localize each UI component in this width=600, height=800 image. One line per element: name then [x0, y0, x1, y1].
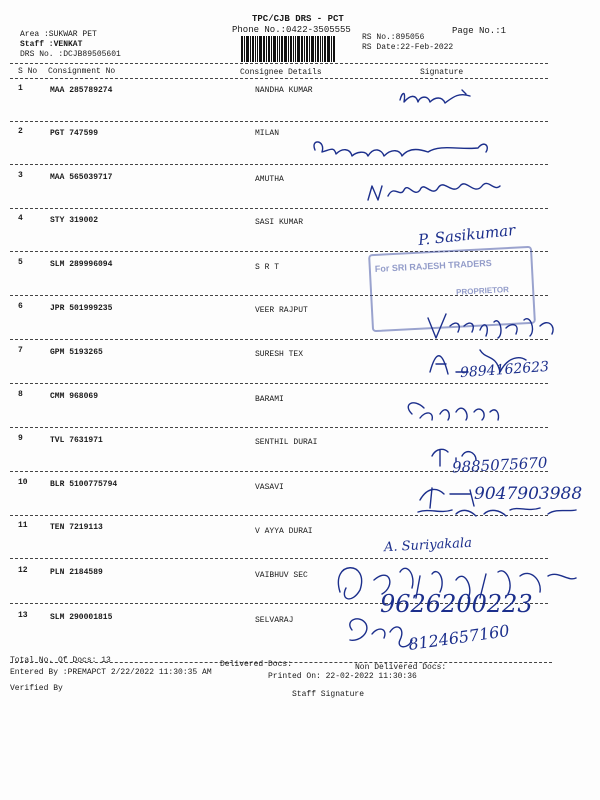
row-sno: 12	[18, 566, 28, 575]
row-consignee: AMUTHA	[255, 175, 284, 184]
row-sno: 9	[18, 434, 23, 443]
entered-by: Entered By :PREMAPCT 2/22/2022 11:30:35 AM	[10, 668, 212, 677]
row-consignee: NANDHA KUMAR	[255, 86, 313, 95]
printed-on: Printed On: 22-02-2022 11:30:36	[268, 672, 417, 681]
signature-13-phone: 8124657160	[407, 621, 511, 654]
row-consignment: MAA 285789274	[50, 86, 113, 95]
area-label: Area :SUKWAR PET	[20, 30, 97, 39]
row-consignee: SURESH TEX	[255, 350, 304, 359]
delivered-docs: Delivered Docs:	[220, 660, 293, 669]
row-consignee: SELVARAJ	[255, 616, 294, 625]
rs-date: RS Date:22-Feb-2022	[362, 43, 454, 52]
row-consignee: V AYYA DURAI	[255, 527, 313, 536]
row-consignee: S R T	[255, 263, 280, 272]
total-docs: Total No. Of Docs: 13	[10, 656, 111, 665]
row-consignee: VEER RAJPUT	[255, 306, 308, 315]
signature-6	[428, 314, 553, 338]
row-consignee: VASAVI	[255, 483, 284, 492]
row-consignment: CMM 968069	[50, 392, 99, 401]
signature-13	[350, 619, 412, 647]
signature-12-phone: 9626200223	[380, 590, 533, 618]
row-consignee: SENTHIL DURAI	[255, 438, 318, 447]
stamp-company-name: For SRI RAJESH TRADERS	[374, 257, 492, 275]
document-title: TPC/CJB DRS - PCT	[252, 14, 344, 24]
drs-number: DRS No. :DCJB89505601	[20, 50, 121, 59]
signature-1	[400, 90, 470, 103]
row-consignee: BARAMI	[255, 395, 284, 404]
signature-4: P. Sasikumar	[417, 220, 517, 250]
row-consignment: GPM 5193265	[50, 348, 103, 357]
row-sno: 4	[18, 214, 23, 223]
phone-number: Phone No.:0422-3505555	[232, 25, 351, 35]
staff-signature: Staff Signature	[292, 690, 365, 699]
row-consignment: TEN 7219113	[50, 523, 103, 532]
staff-label: Staff :VENKAT	[20, 40, 83, 49]
row-sno: 10	[18, 478, 28, 487]
row-sno: 3	[18, 171, 23, 180]
row-sno: 13	[18, 611, 28, 620]
row-sno: 2	[18, 127, 23, 136]
row-consignment: JPR 501999235	[50, 304, 113, 313]
rs-number: RS No.:895056	[362, 33, 425, 42]
row-consignee: VAIBHUV SEC	[255, 571, 308, 580]
row-consignment: SLM 290001815	[50, 613, 113, 622]
signature-9-phone: 9885075670	[451, 453, 548, 477]
column-consignment: Consignment No	[48, 67, 116, 76]
row-consignee: MILAN	[255, 129, 280, 138]
column-signature: Signature	[420, 68, 464, 77]
stamp-proprietor: PROPRIETOR	[455, 285, 510, 297]
row-sno: 8	[18, 390, 23, 399]
page-number: Page No.:1	[452, 26, 507, 36]
row-sno: 6	[18, 302, 23, 311]
signature-3	[368, 183, 500, 200]
row-consignment: SLM 289996094	[50, 260, 113, 269]
row-consignment: MAA 565039717	[50, 173, 113, 182]
column-consignee: Consignee Details	[240, 68, 322, 77]
non-delivered-docs: Non Delivered Docs:	[355, 663, 447, 672]
row-consignment: BLR 5100775794	[50, 480, 118, 489]
row-sno: 5	[18, 258, 23, 267]
row-consignment: PGT 747599	[50, 129, 99, 138]
row-consignment: TVL 7631971	[50, 436, 103, 445]
row-consignment: PLN 2184589	[50, 568, 103, 577]
column-sno: S No	[18, 67, 38, 76]
row-sno: 11	[18, 521, 28, 530]
row-consignment: STY 319002	[50, 216, 99, 225]
signature-8	[408, 403, 498, 420]
signature-7-phone: 9894162623	[459, 358, 550, 382]
verified-by: Verified By	[10, 684, 63, 693]
signature-11: A. Suriyakala	[383, 535, 473, 556]
row-consignee: SASI KUMAR	[255, 218, 304, 227]
signature-2	[314, 142, 487, 156]
row-sno: 1	[18, 84, 23, 93]
signature-10-phone: 9047903988	[474, 484, 583, 504]
row-sno: 7	[18, 346, 23, 355]
